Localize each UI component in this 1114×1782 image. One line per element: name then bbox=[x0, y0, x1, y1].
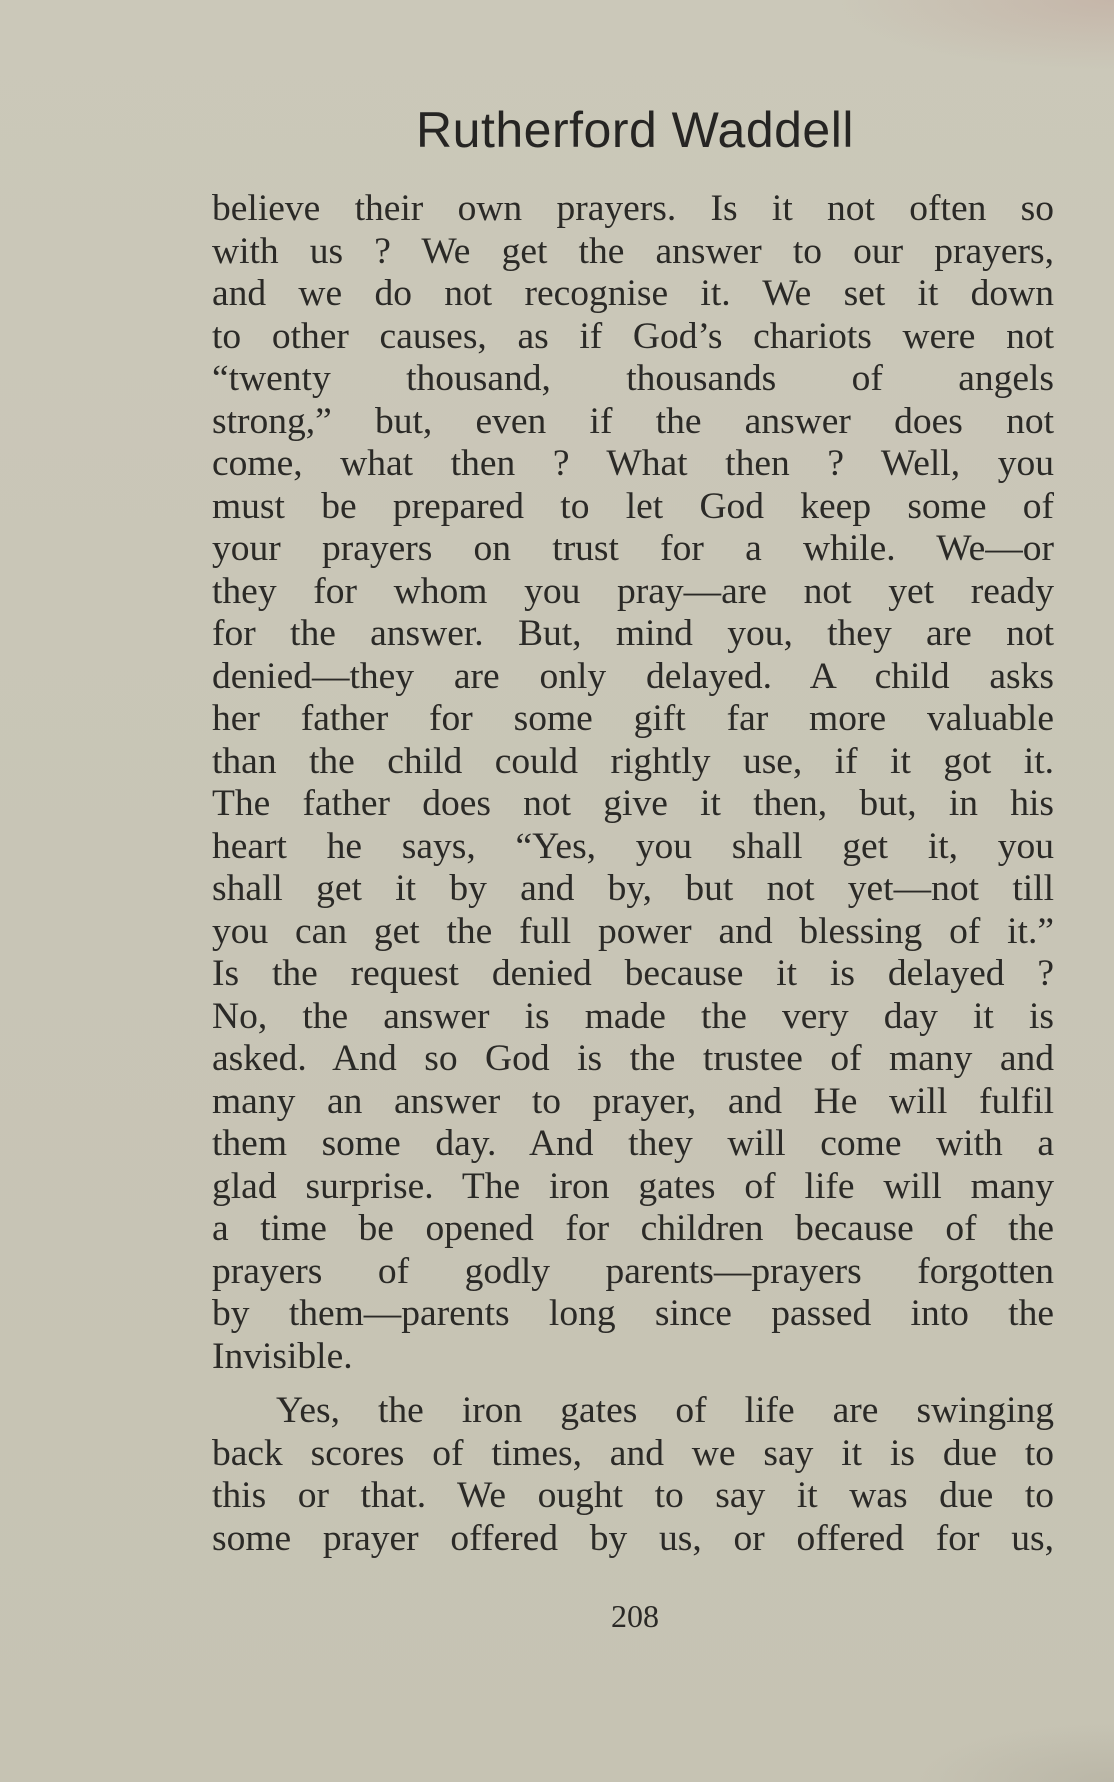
text-line: believe their own prayers. Is it not often so bbox=[212, 188, 1054, 229]
text-line: than the child could rightly use, if it got it. bbox=[212, 740, 1054, 782]
text-line: some prayer offered by us, or offered for us, bbox=[212, 1517, 1054, 1559]
text-line: your prayers on trust for a while. We—or bbox=[212, 528, 1054, 569]
text-line: strong,” but, even if the answer does not bbox=[212, 400, 1054, 442]
text-line: many an answer to prayer, and He will fulfil bbox=[212, 1080, 1054, 1122]
body-text bbox=[212, 188, 1054, 1560]
text-line: Is the request denied because it is delayed ? bbox=[212, 953, 1054, 994]
page-discoloration-bottom bbox=[914, 1722, 1114, 1782]
text-line: prayers of godly parents—prayers forgotten bbox=[212, 1250, 1054, 1292]
text-line: denied—they are only delayed. A child asks bbox=[212, 655, 1054, 697]
text-line: No, the answer is made the very day it is bbox=[212, 995, 1054, 1037]
text-line: asked. And so God is the trustee of many and bbox=[212, 1038, 1054, 1079]
text-line: for the answer. But, mind you, they are not bbox=[212, 613, 1054, 654]
page-discoloration-top bbox=[834, 0, 1114, 70]
text-line: to other causes, as if God’s chariots were not bbox=[212, 315, 1054, 357]
text-line: heart he says, “Yes, you shall get it, you bbox=[212, 825, 1054, 867]
text-line: “twenty thousand, thousands of angels bbox=[212, 358, 1054, 399]
text-line: them some day. And they will come with a bbox=[212, 1123, 1054, 1164]
text-line: The father does not give it then, but, in his bbox=[212, 783, 1054, 824]
text-line: glad surprise. The iron gates of life will many bbox=[212, 1165, 1054, 1207]
text-line: with us ? We get the answer to our prayers, bbox=[212, 230, 1054, 272]
text-line: must be prepared to let God keep some of bbox=[212, 485, 1054, 527]
text-line: Invisible. bbox=[212, 1335, 353, 1377]
text-line: this or that. We ought to say it was due to bbox=[212, 1475, 1054, 1516]
running-head bbox=[0, 100, 1114, 160]
text-line: Yes, the iron gates of life are swinging bbox=[276, 1390, 1054, 1431]
text-line: and we do not recognise it. We set it down bbox=[212, 273, 1054, 314]
paragraph-2 bbox=[212, 1390, 1054, 1560]
text-line: a time be opened for children because of the bbox=[212, 1208, 1054, 1249]
text-line: they for whom you pray—are not yet ready bbox=[212, 570, 1054, 612]
text-line: shall get it by and by, but not yet—not till bbox=[212, 868, 1054, 909]
text-line: you can get the full power and blessing of it.” bbox=[212, 910, 1054, 952]
paragraph-1 bbox=[212, 188, 1054, 1378]
running-head-text: Rutherford Waddell bbox=[416, 102, 854, 158]
text-line: by them—parents long since passed into the bbox=[212, 1293, 1054, 1334]
page-number-text: 208 bbox=[611, 1598, 659, 1634]
page-number bbox=[0, 1596, 1114, 1636]
text-line: her father for some gift far more valuable bbox=[212, 698, 1054, 739]
text-line: back scores of times, and we say it is due to bbox=[212, 1432, 1054, 1474]
text-line: come, what then ? What then ? Well, you bbox=[212, 443, 1054, 484]
